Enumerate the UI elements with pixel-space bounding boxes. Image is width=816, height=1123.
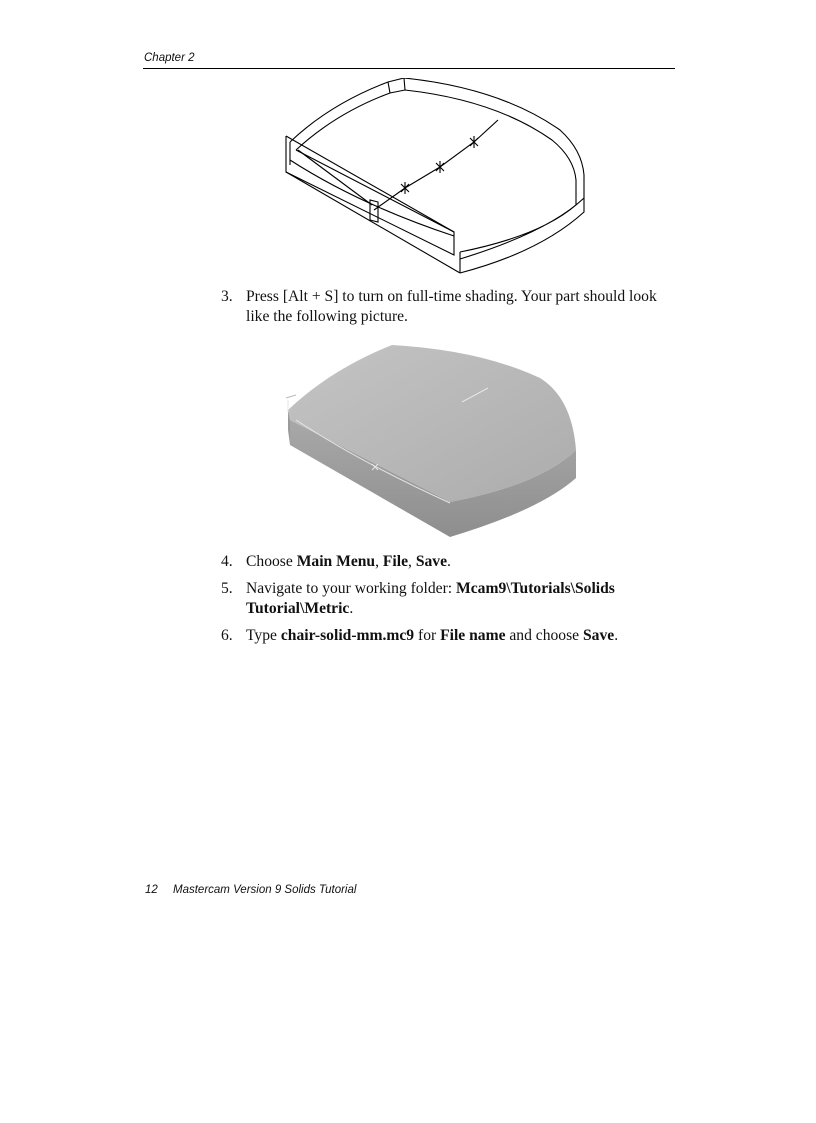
step-6 [221, 626, 681, 646]
chapter-label: Chapter 2 [144, 52, 195, 64]
folder-path-1: Mcam9\Tutorials\Solids [456, 580, 615, 597]
wireframe-figure [280, 78, 585, 276]
file-name-value: chair-solid-mm.mc9 [280, 627, 415, 644]
menu-main: Main Menu [296, 553, 376, 570]
folder-path-2: Tutorial\Metric [246, 600, 350, 617]
step-number: 3. [221, 288, 233, 305]
step-6-text: Type chair-solid-mm.mc9 for File name and choose Save. [246, 627, 619, 644]
page-number: 12 [145, 884, 158, 896]
file-name-label: File name [440, 627, 506, 644]
step-4-text: Choose Main Menu, File, Save. [246, 553, 451, 570]
page-footer [145, 884, 356, 896]
step-4 [221, 552, 681, 572]
step-number: 5. [221, 580, 233, 597]
step-5-text: Navigate to your working folder: Mcam9\Tutorials\Solids Tutorial\Metric. [246, 580, 615, 617]
shaded-drawing [284, 342, 582, 542]
step-3-line-2: like the following picture. [246, 308, 408, 325]
page-header [143, 51, 675, 69]
step-number: 4. [221, 553, 233, 570]
save-label: Save [583, 627, 615, 644]
step-3 [221, 287, 681, 327]
book-title: Mastercam Version 9 Solids Tutorial [173, 884, 357, 896]
step-5 [221, 579, 681, 619]
wireframe-drawing [280, 78, 585, 276]
menu-save: Save [415, 553, 447, 570]
shaded-figure [284, 342, 582, 542]
step-3-line-1: Press [Alt + S] to turn on full-time shading. Your part should look [246, 288, 657, 305]
step-number: 6. [221, 627, 233, 644]
menu-file: File [382, 553, 409, 570]
